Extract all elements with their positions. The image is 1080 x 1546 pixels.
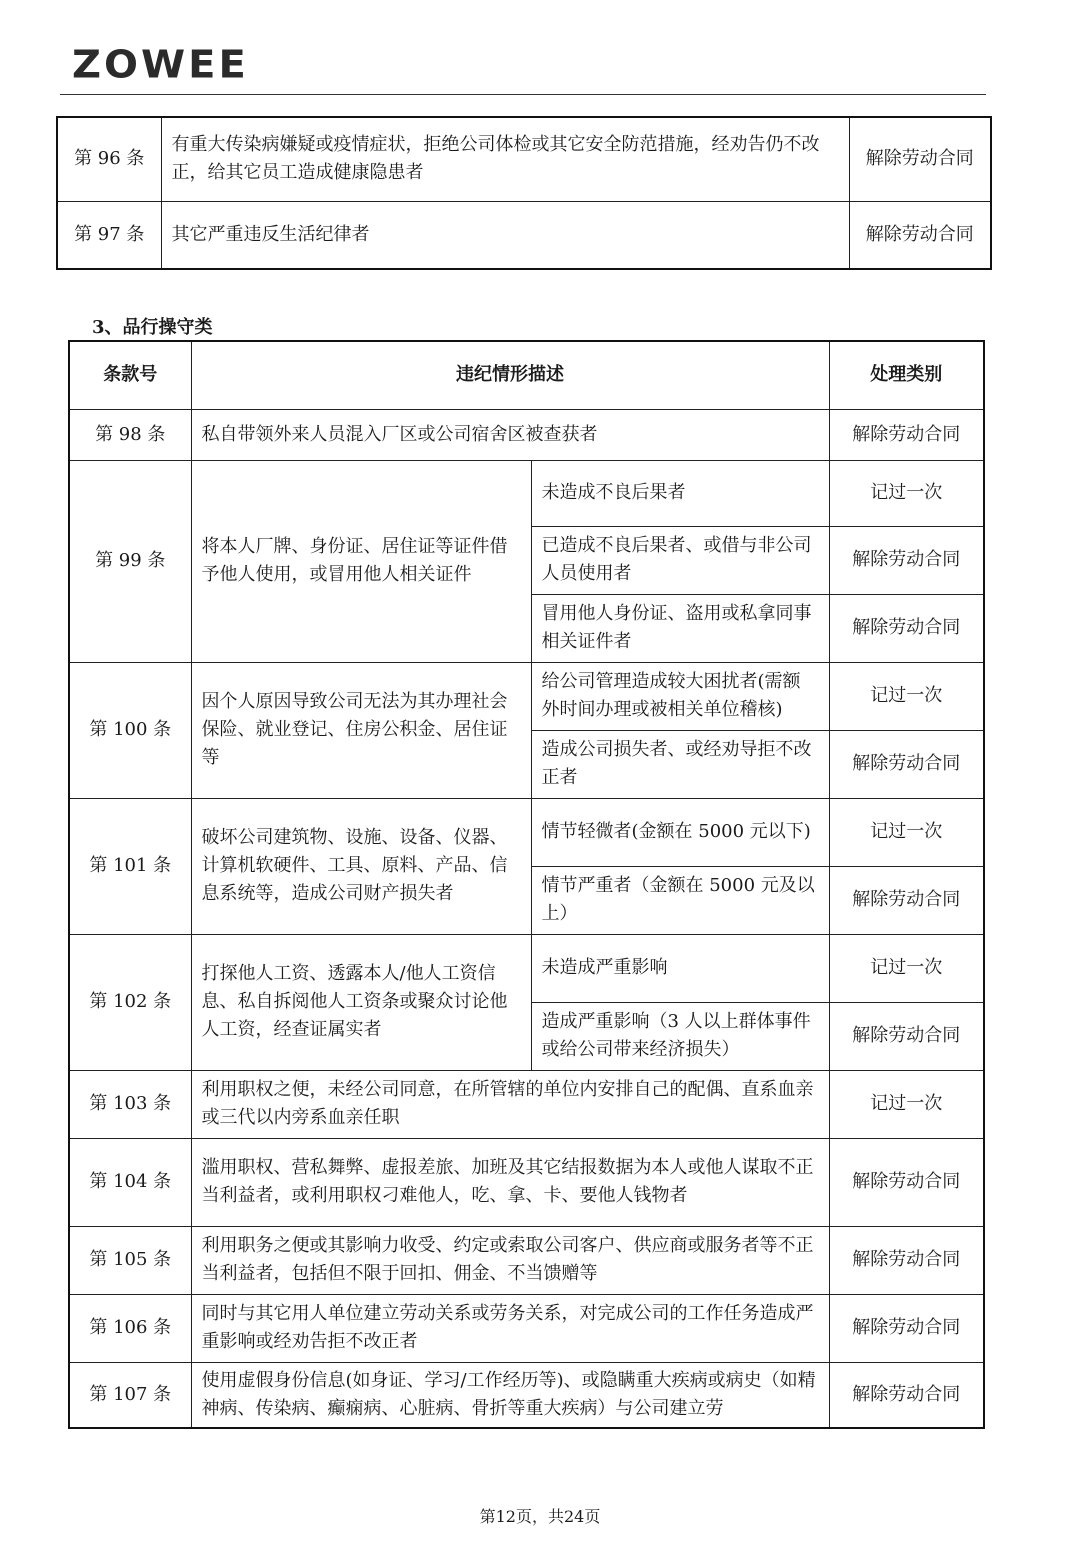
table-row	[69, 798, 984, 866]
table-row	[69, 409, 984, 460]
penalty-category: 解除劳动合同	[829, 1294, 984, 1362]
violation-description: 利用职权之便，未经公司同意，在所管辖的单位内安排自己的配偶、直系血亲或三代以内旁系血亲任职	[191, 1070, 829, 1138]
violation-description: 利用职务之便或其影响力收受、约定或索取公司客户、供应商或服务者等不正当利益者，包括但不限于回扣、佣金、不当馈赠等	[191, 1226, 829, 1294]
table-row	[69, 1138, 984, 1226]
violation-condition: 情节轻微者(金额在 5000 元以下)	[531, 798, 829, 866]
discipline-table-top	[56, 116, 992, 270]
clause-number: 第 106 条	[69, 1294, 191, 1362]
violation-description: 同时与其它用人单位建立劳动关系或劳务关系，对完成公司的工作任务造成严重影响或经劝告拒不改正者	[191, 1294, 829, 1362]
table-row	[69, 934, 984, 1002]
header-divider	[60, 94, 986, 95]
penalty-category: 解除劳动合同	[849, 117, 991, 201]
violation-description: 因个人原因导致公司无法为其办理社会保险、就业登记、住房公积金、居住证等	[191, 662, 531, 798]
violation-condition: 给公司管理造成较大困扰者(需额外时间办理或被相关单位稽核)	[531, 662, 829, 730]
violation-description: 其它严重违反生活纪律者	[161, 201, 849, 269]
penalty-category: 记过一次	[829, 934, 984, 1002]
header-description: 违纪情形描述	[191, 341, 829, 409]
penalty-category: 解除劳动合同	[829, 526, 984, 594]
clause-number: 第 101 条	[69, 798, 191, 934]
violation-condition: 情节严重者（金额在 5000 元及以上）	[531, 866, 829, 934]
table-row	[69, 662, 984, 730]
discipline-table-conduct	[68, 340, 985, 1429]
penalty-category: 解除劳动合同	[829, 409, 984, 460]
violation-description: 打探他人工资、透露本人/他人工资信息、私自拆阅他人工资条或聚众讨论他人工资，经查证属实者	[191, 934, 531, 1070]
violation-description: 滥用职权、营私舞弊、虚报差旅、加班及其它结报数据为本人或他人谋取不正当利益者，或利用职权刁难他人，吃、拿、卡、要他人钱物者	[191, 1138, 829, 1226]
penalty-category: 记过一次	[829, 662, 984, 730]
header-category: 处理类别	[829, 341, 984, 409]
penalty-category: 解除劳动合同	[829, 730, 984, 798]
violation-description: 将本人厂牌、身份证、居住证等证件借予他人使用，或冒用他人相关证件	[191, 460, 531, 662]
penalty-category: 解除劳动合同	[829, 1138, 984, 1226]
penalty-category: 记过一次	[829, 460, 984, 526]
table-row	[69, 460, 984, 526]
penalty-category: 解除劳动合同	[849, 201, 991, 269]
header-clause-number: 条款号	[69, 341, 191, 409]
violation-description: 有重大传染病嫌疑或疫情症状，拒绝公司体检或其它安全防范措施，经劝告仍不改正，给其它员工造成健康隐患者	[161, 117, 849, 201]
table-row	[69, 1362, 984, 1428]
clause-number: 第 98 条	[69, 409, 191, 460]
clause-number: 第 96 条	[57, 117, 161, 201]
page-number: 第12页，共24页	[479, 1507, 601, 1526]
violation-description: 使用虚假身份信息(如身证、学习/工作经历等)、或隐瞒重大疾病或病史（如精神病、传染病、癫痫病、心脏病、骨折等重大疾病）与公司建立劳	[191, 1362, 829, 1428]
penalty-category: 解除劳动合同	[829, 1002, 984, 1070]
clause-number: 第 104 条	[69, 1138, 191, 1226]
penalty-category: 记过一次	[829, 1070, 984, 1138]
clause-number: 第 107 条	[69, 1362, 191, 1428]
penalty-category: 解除劳动合同	[829, 1362, 984, 1428]
table-row	[57, 117, 991, 201]
penalty-category: 解除劳动合同	[829, 1226, 984, 1294]
violation-condition: 造成公司损失者、或经劝导拒不改正者	[531, 730, 829, 798]
clause-number: 第 102 条	[69, 934, 191, 1070]
clause-number: 第 103 条	[69, 1070, 191, 1138]
table-row	[69, 1226, 984, 1294]
section-title: 3、品行操守类	[92, 317, 213, 338]
clause-number: 第 100 条	[69, 662, 191, 798]
violation-condition: 造成严重影响（3 人以上群体事件或给公司带来经济损失）	[531, 1002, 829, 1070]
violation-condition: 未造成严重影响	[531, 934, 829, 1002]
company-logo: ZOWEE	[72, 43, 249, 87]
clause-number: 第 99 条	[69, 460, 191, 662]
penalty-category: 解除劳动合同	[829, 866, 984, 934]
penalty-category: 记过一次	[829, 798, 984, 866]
clause-number: 第 97 条	[57, 201, 161, 269]
violation-condition: 冒用他人身份证、盗用或私拿同事相关证件者	[531, 594, 829, 662]
table-row	[57, 201, 991, 269]
violation-description: 破坏公司建筑物、设施、设备、仪器、计算机软硬件、工具、原料、产品、信息系统等，造成公司财产损失者	[191, 798, 531, 934]
table-row	[69, 1070, 984, 1138]
table-row	[69, 1294, 984, 1362]
violation-description: 私自带领外来人员混入厂区或公司宿舍区被查获者	[191, 409, 829, 460]
violation-condition: 已造成不良后果者、或借与非公司人员使用者	[531, 526, 829, 594]
table-header-row	[69, 341, 984, 409]
clause-number: 第 105 条	[69, 1226, 191, 1294]
violation-condition: 未造成不良后果者	[531, 460, 829, 526]
penalty-category: 解除劳动合同	[829, 594, 984, 662]
